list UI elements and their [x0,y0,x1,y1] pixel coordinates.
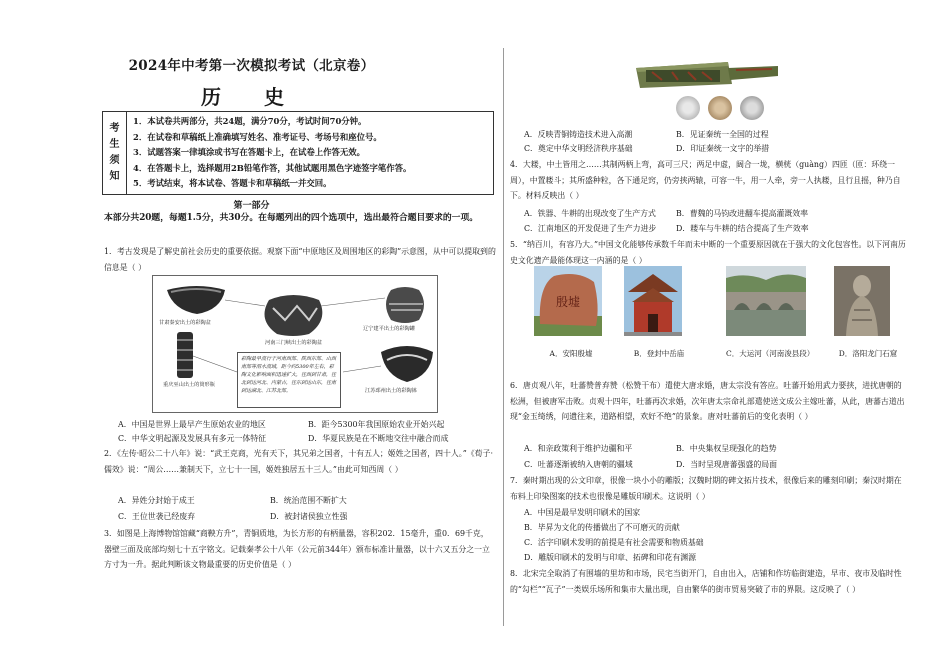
question-1-option-a[interactable]: A．中国是世界上最早产生原始农业的地区 [118,420,266,429]
question-6-option-a[interactable]: A．和亲政策利于维护边疆和平 [524,444,633,453]
notice-item: 4．在答题卡上，选择题用2B铅笔作答，其他试题用黑色字迹签字笔作答。 [133,162,412,173]
yinxu-stone-inscription: 殷墟 [555,295,581,309]
question-2-option-d[interactable]: D．被封诸侯独立性强 [270,512,348,521]
question-6-options-row-1 [524,442,777,456]
caption-liaoning-jar: 辽宁建平出土的彩陶罐 [363,326,415,332]
question-3-option-c[interactable]: C．奠定中华文明经济秩序基础 [524,144,633,153]
question-5-option-a[interactable]: A．安阳殷墟 [549,349,593,358]
figure-note-box: 彩陶最早流行于河南西部、陕西东部、山西南部等渭水流域，距今约5300年左右，彩陶文化影响面积迅速扩大，往西到甘肃，往北到达河北、内蒙古，往东到达山东，往南到达湖北、江苏北部。 [237,352,341,408]
question-2-options-row-1 [118,494,347,508]
subject-title: 历 史 [201,85,302,109]
question-7-stem: 7．秦时期出现的公文印章，很像一块小小的雕版；汉魏时期的碑文拓片技术，很像后来的雕刻印刷；秦汉时期在布料上印染图案的技术也很像是雕版印刷术。这说明（ ） [510,476,902,501]
question-6-stem: 6．唐贞观八年，吐蕃赞普弃赞（松赞干布）遣使大唐求婚，唐太宗没有答应。吐蕃开始用武力要挟，进扰唐朝的松洲，但被唐军击败。贞观十四年，吐蕃再次求婚，次年唐太宗命礼部遣使送文成公主嫁吐蕃，从此，唐蕃古道出现“金玉绮绣，问遗往来，道路相望，欢好不绝”的景象。唐对吐蕃前后的变化表明（ ） [510,381,905,421]
caption-henan-bowl: 河南三门峡出土的彩陶盆 [265,340,323,346]
zhongyue-temple-photo [624,266,682,336]
question-4-option-b[interactable]: B．曹魏的马钧改进翻车提高灌溉效率 [676,209,809,218]
exam-title: 2024年中考第一次模拟考试（北京卷） [128,58,375,74]
question-2-option-c[interactable]: C．王位世袭已经废弃 [118,512,196,521]
painted-pottery-figure [152,275,438,413]
question-4-option-a[interactable]: A．铁器、牛耕的出现改变了生产方式 [524,209,656,218]
question-2-stem: 2．《左传·昭公二十八年》说：“武王克商，光有天下，其兄弟之国者，十有五人；姬姓之国者，四十人。”《荀子·儒效》说：“周公……兼制天下，立七十一国，姬姓独居五十三人。”由此可知西周（ ） [104,449,493,474]
notice-heading-char: 知 [109,171,120,182]
question-2-options-row-2 [118,510,347,524]
question-4-options-row-2 [524,222,809,236]
notice-item: 5．考试结束，将本试卷、答题卡和草稿纸一并交回。 [133,178,332,189]
longmen-grottoes-photo [834,266,890,336]
notice-heading [103,112,127,194]
question-7-option-a[interactable] [524,506,640,520]
question-1-option-c[interactable]: C．中华文明起源及发展具有多元一体特征 [118,434,267,443]
question-6-option-d[interactable]: D．当时呈现唐蕃强盛的局面 [676,460,778,469]
question-1-options-row-1 [118,418,444,432]
notice-heading-char: 生 [109,139,120,150]
notice-item: 3．试题答案一律填涂或书写在答题卡上，在试卷上作答无效。 [133,147,365,158]
question-2-option-b[interactable]: B．统治范围不断扩大 [270,496,347,505]
caption-chongqing-vase: 重庆巫山出土的筒形瓶 [163,382,215,388]
part-one-title: 第一部分 [233,201,270,211]
question-4-option-d[interactable]: D．耧车与牛耕的结合提高了生产效率 [676,224,809,233]
notice-heading-char: 须 [109,155,120,166]
question-5-option-d[interactable]: D．洛阳龙门石窟 [838,349,898,358]
question-1-option-b[interactable]: B．距今5300年我国原始农业开始兴起 [308,420,445,429]
question-7-option-c[interactable] [524,536,704,550]
question-4-options-row-1 [524,207,808,221]
inscription-rubbing-image [708,96,732,120]
question-1-option-d[interactable]: D．华夏民族是在不断地交往中融合而成 [308,434,449,443]
question-3-option-a[interactable]: A．反映青铜铸造技术进入高潮 [524,130,633,139]
question-7-option-b-text: B．毕昇为文化的传播做出了不可磨灭的贡献 [524,523,680,532]
question-4-option-c[interactable]: C．江南地区的开发促进了生产力进步 [524,224,657,233]
caption-jiangsu-bowl: 江苏邳州出土的彩陶钵 [365,388,417,394]
question-1-options-row-2 [118,432,448,446]
question-4-stem: 4．大耧，中土皆用之……其制两柄上弯，高可三尺；两足中虚，阔合一垅，横桄（guàng）四匝（匝：环绕一周），中置耧斗；其所盛种粒，各下通足窍，仍旁挟两辕，可容一牛，用一人牵，旁一人执耧，且行且摇，种乃自下。材料反映出（ ） [510,160,901,200]
question-3-stem: 3．如图是上海博物馆馆藏“商鞅方升”，青铜质地，为长方形的有柄量器，容积202．15毫升，重0．69千克，器壁三面及底部均刻七十五字铭文。记载秦孝公十八年（公元前344年）颁布标准计量器，以十六又五分之一立方寸为一升。据此判断该文物最重要的历史价值是（ ） [104,529,490,569]
question-6-option-c[interactable]: C．吐蕃逐渐被纳入唐朝的疆域 [524,460,633,469]
notice-item: 2．在试卷和草稿纸上准确填写姓名、准考证号、考场号和座位号。 [133,131,382,142]
question-5-stem: 5．“纳百川，有容乃大。”中国文化能够传承数千年而未中断的一个重要原因就在于强大的文化包容性。以下河南历史文化遗产最能体现这一内涵的是（ ） [510,240,906,265]
inscription-rubbing-image [740,96,764,120]
grand-canal-photo [726,266,806,336]
question-6-option-b[interactable]: B．中央集权呈现强化的趋势 [676,444,777,453]
question-7-option-c-text: C．活字印刷术发明的前提是有社会需要和物质基础 [524,538,704,547]
shang-yang-measure-image [632,58,780,88]
caption-gansu-bowl: 甘肃秦安出土的彩陶盆 [159,320,211,326]
question-7-option-a-text: A．中国是最早发明印刷术的国家 [524,508,641,517]
yinxu-photo [534,266,602,336]
question-7-option-b[interactable] [524,521,680,535]
candidate-notice-box [102,111,494,195]
inscription-rubbing-image [676,96,700,120]
question-5-option-b[interactable]: B．登封中岳庙 [633,349,685,358]
notice-heading-char: 考 [109,123,120,134]
question-8-stem: 8．北宋完全取消了有围墙的里坊和市场，民宅当街开门，自由出入，店铺和作坊临街建造，早市、夜市及临时性的“勾栏”“瓦子”一类娱乐场所和集市大量出现，自由繁华的街市贸易突破了市的界限。这反映了（ ） [510,569,902,594]
question-3-option-b[interactable]: B．见证秦统一全国的过程 [676,130,769,139]
question-3-options-row-1 [524,128,769,142]
question-2-option-a[interactable]: A．异姓分封始于成王 [118,496,195,505]
question-6-options-row-2 [524,458,777,472]
question-7-option-d-text: D．雕版印刷术的发明与印章、拓碑和印花有渊源 [524,553,697,562]
part-one-instructions: 本部分共20题，每题1.5分，共30分。在每题列出的四个选项中，选出最符合题目要求的一项。 [104,213,479,223]
question-7-option-d[interactable] [524,551,696,565]
question-3-option-d[interactable]: D．印证秦统一文字的举措 [676,144,770,153]
notice-item: 1．本试卷共两部分，共24题，满分70分，考试时间70分钟。 [133,116,367,126]
question-3-options-row-2 [524,142,769,156]
notice-list [127,112,493,194]
question-5-option-c[interactable]: C．大运河（河南浚县段） [726,349,815,358]
question-1-stem: 1．考古发现是了解史前社会历史的重要依据。观察下面“中原地区及周围地区的彩陶”示意图，从中可以提取到的信息是（ ） [104,247,496,272]
